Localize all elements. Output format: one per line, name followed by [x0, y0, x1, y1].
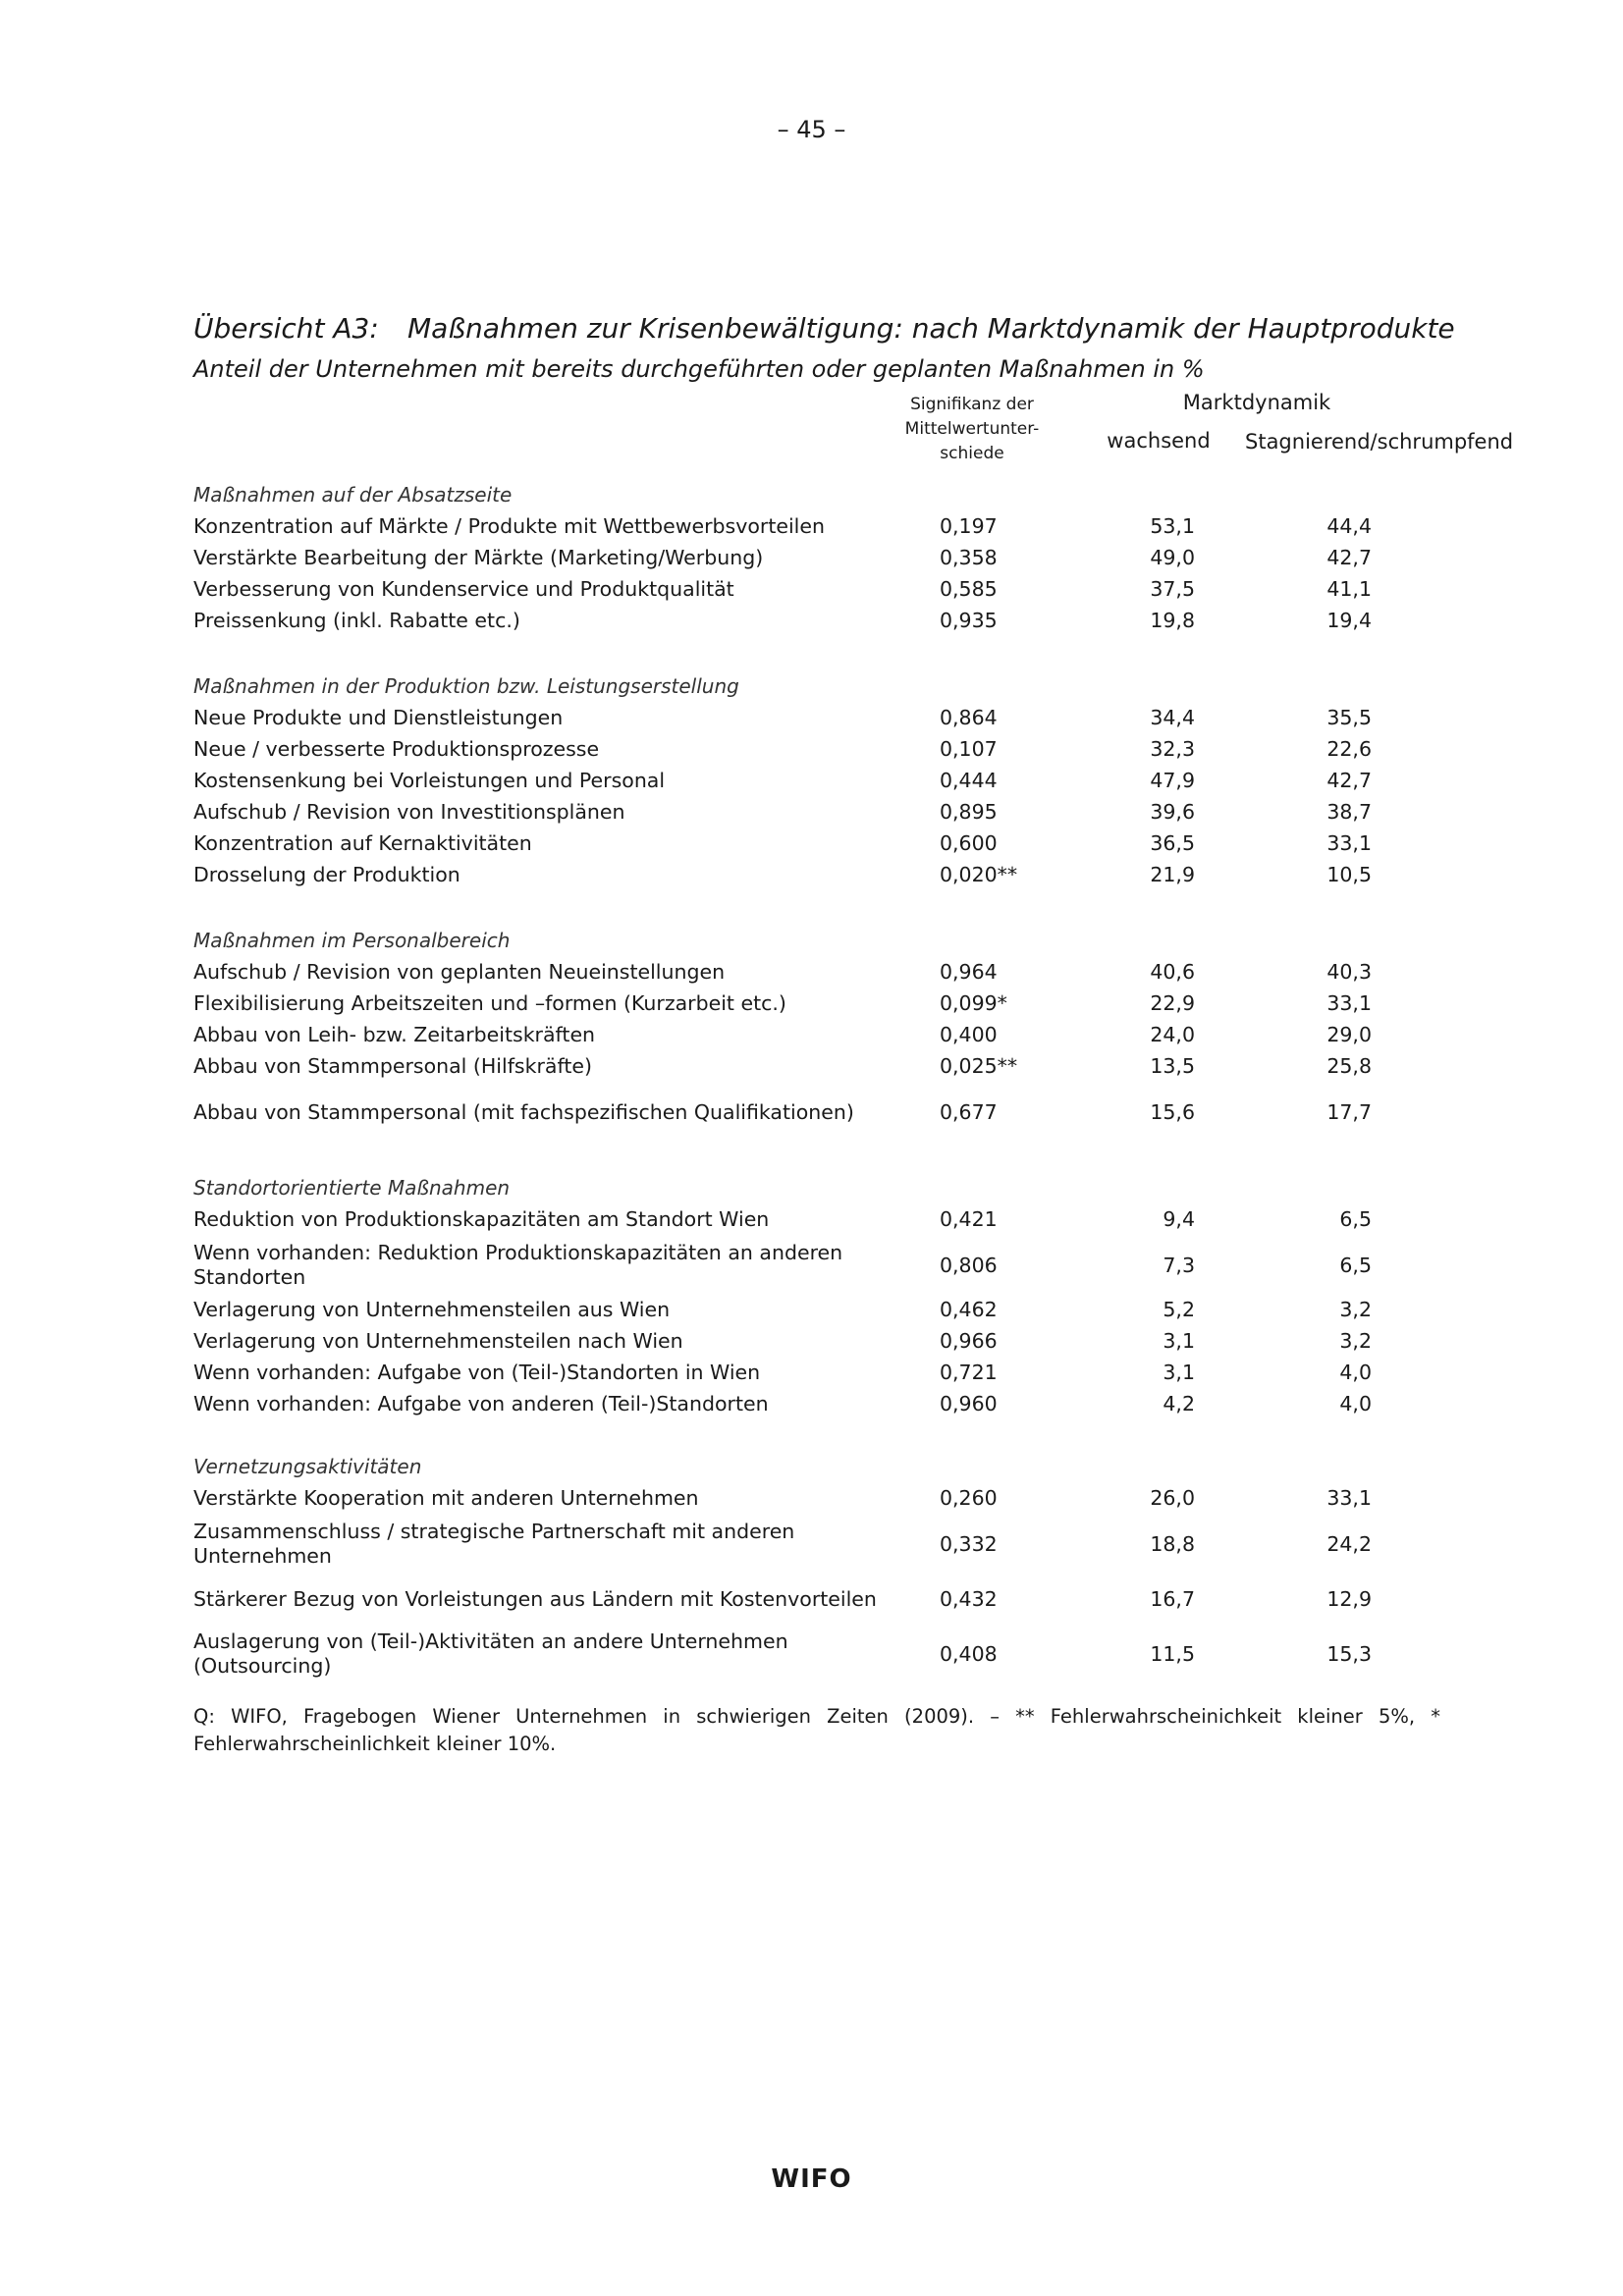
- row-label: Verlagerung von Unternehmensteilen aus Wien: [193, 1297, 671, 1321]
- growing-value: 16,7: [1150, 1587, 1195, 1611]
- significance-value: 0,332: [940, 1532, 998, 1556]
- stagnating-value: 42,7: [1326, 769, 1372, 792]
- significance-value: 0,935: [940, 609, 998, 632]
- table-title-text: Maßnahmen zur Krisenbewältigung: nach Marktdynamik der Hauptprodukte: [407, 312, 1455, 345]
- significance-value: 0,864: [940, 706, 998, 729]
- significance-value: 0,432: [940, 1587, 998, 1611]
- stagnating-value: 25,8: [1326, 1054, 1372, 1078]
- row-label: Konzentration auf Märkte / Produkte mit Wettbewerbsvorteilen: [193, 513, 825, 538]
- section-title: Maßnahmen in der Produktion bzw. Leistungserstellung: [193, 674, 739, 698]
- row-label: Verstärkte Bearbeitung der Märkte (Marketing/Werbung): [193, 545, 764, 569]
- row-label: Reduktion von Produktionskapazitäten am Standort Wien: [193, 1206, 770, 1231]
- row-label: Neue Produkte und Dienstleistungen: [193, 705, 564, 729]
- stagnating-value: 4,0: [1339, 1361, 1372, 1384]
- column-header-stagnating: Stagnierend/schrumpfend: [1245, 430, 1514, 454]
- stagnating-value: 6,5: [1339, 1207, 1372, 1231]
- growing-value: 34,4: [1150, 706, 1195, 729]
- row-label: Wenn vorhanden: Aufgabe von (Teil-)Standorten in Wien: [193, 1360, 761, 1384]
- row-label: Wenn vorhanden: Reduktion Produktionskapazitäten an anderen Standorten: [193, 1241, 843, 1289]
- table-row: [193, 1573, 1411, 1626]
- significance-value: 0,421: [940, 1207, 998, 1231]
- column-group-header: Marktdynamik: [1182, 391, 1331, 414]
- table-row: [193, 1388, 1411, 1419]
- significance-value: 0,358: [940, 546, 998, 569]
- row-label: Abbau von Stammpersonal (Hilfskräfte): [193, 1053, 592, 1078]
- significance-value: 0,099*: [940, 991, 1007, 1015]
- stagnating-value: 4,0: [1339, 1392, 1372, 1415]
- stagnating-value: 44,4: [1326, 514, 1372, 538]
- row-label: Konzentration auf Kernaktivitäten: [193, 830, 532, 855]
- table-title-label: Übersicht A3:: [193, 312, 379, 345]
- table-row: [193, 573, 1411, 605]
- stagnating-value: 3,2: [1339, 1298, 1372, 1321]
- table-row: [193, 988, 1411, 1019]
- growing-value: 40,6: [1150, 960, 1195, 984]
- table-row: [193, 510, 1411, 542]
- table-row: [193, 605, 1411, 636]
- table-row: [193, 1325, 1411, 1357]
- section-title: Standortorientierte Maßnahmen: [193, 1176, 511, 1200]
- column-header-growing: wachsend: [1107, 429, 1211, 453]
- stagnating-value: 17,7: [1326, 1100, 1372, 1124]
- stagnating-value: 40,3: [1326, 960, 1372, 984]
- stagnating-value: 35,5: [1326, 706, 1372, 729]
- stagnating-value: 22,6: [1326, 737, 1372, 761]
- row-label: Verstärkte Kooperation mit anderen Unternehmen: [193, 1485, 699, 1510]
- table-row: [193, 1294, 1411, 1325]
- row-label: Wenn vorhanden: Aufgabe von anderen (Teil-)Standorten: [193, 1391, 769, 1415]
- significance-value: 0,408: [940, 1642, 998, 1666]
- row-label: Verlagerung von Unternehmensteilen nach Wien: [193, 1328, 683, 1353]
- significance-value: 0,600: [940, 831, 998, 855]
- significance-value: 0,721: [940, 1361, 998, 1384]
- row-label: Abbau von Stammpersonal (mit fachspezifischen Qualifikationen): [193, 1099, 854, 1124]
- table-row: [193, 1518, 1411, 1571]
- significance-value: 0,260: [940, 1486, 998, 1510]
- growing-value: 22,9: [1150, 991, 1195, 1015]
- row-label: Zusammenschluss / strategische Partnerschaft mit anderen Unternehmen: [193, 1520, 795, 1568]
- growing-value: 32,3: [1150, 737, 1195, 761]
- column-header-significance: Signifikanz der Mittelwertunter-schiede: [904, 395, 1040, 463]
- stagnating-value: 15,3: [1326, 1642, 1372, 1666]
- row-label: Preissenkung (inkl. Rabatte etc.): [193, 608, 520, 632]
- table-row: [193, 542, 1411, 573]
- significance-value: 0,107: [940, 737, 998, 761]
- table-row: [193, 1357, 1411, 1388]
- table-row: [193, 765, 1411, 796]
- stagnating-value: 19,4: [1326, 609, 1372, 632]
- table-row: [193, 702, 1411, 733]
- significance-value: 0,197: [940, 514, 998, 538]
- stagnating-value: 33,1: [1326, 991, 1372, 1015]
- row-label: Stärkerer Bezug von Vorleistungen aus Ländern mit Kostenvorteilen: [193, 1586, 877, 1611]
- table-row: [193, 796, 1411, 828]
- stagnating-value: 33,1: [1326, 1486, 1372, 1510]
- significance-value: 0,025**: [940, 1054, 1018, 1078]
- stagnating-value: 10,5: [1326, 863, 1372, 886]
- table-row: [193, 1050, 1411, 1082]
- significance-value: 0,585: [940, 577, 998, 601]
- table-row: [193, 956, 1411, 988]
- section-title: Vernetzungsaktivitäten: [193, 1455, 422, 1478]
- growing-value: 18,8: [1150, 1532, 1195, 1556]
- growing-value: 19,8: [1150, 609, 1195, 632]
- stagnating-value: 38,7: [1326, 800, 1372, 824]
- growing-value: 13,5: [1150, 1054, 1195, 1078]
- growing-value: 49,0: [1150, 546, 1195, 569]
- row-label: Abbau von Leih- bzw. Zeitarbeitskräften: [193, 1022, 596, 1046]
- growing-value: 15,6: [1150, 1100, 1195, 1124]
- significance-value: 0,020**: [940, 863, 1018, 886]
- stagnating-value: 3,2: [1339, 1329, 1372, 1353]
- table-title: [193, 312, 1455, 345]
- table-row: [193, 1482, 1411, 1514]
- table-row: [193, 1086, 1411, 1139]
- significance-value: 0,960: [940, 1392, 998, 1415]
- table-row: [193, 828, 1411, 859]
- stagnating-value: 42,7: [1326, 546, 1372, 569]
- growing-value: 3,1: [1163, 1329, 1195, 1353]
- significance-value: 0,462: [940, 1298, 998, 1321]
- significance-value: 0,677: [940, 1100, 998, 1124]
- significance-value: 0,806: [940, 1254, 998, 1277]
- wifo-logo: WIFO: [771, 2164, 852, 2194]
- table-row: [193, 733, 1411, 765]
- growing-value: 9,4: [1163, 1207, 1195, 1231]
- significance-value: 0,964: [940, 960, 998, 984]
- growing-value: 24,0: [1150, 1023, 1195, 1046]
- growing-value: 3,1: [1163, 1361, 1195, 1384]
- growing-value: 39,6: [1150, 800, 1195, 824]
- section-title: Maßnahmen auf der Absatzseite: [193, 483, 513, 507]
- row-label: Aufschub / Revision von geplanten Neueinstellungen: [193, 959, 726, 984]
- growing-value: 4,2: [1163, 1392, 1195, 1415]
- row-label: Neue / verbesserte Produktionsprozesse: [193, 736, 600, 761]
- growing-value: 26,0: [1150, 1486, 1195, 1510]
- stagnating-value: 33,1: [1326, 831, 1372, 855]
- table-row: [193, 1019, 1411, 1050]
- significance-value: 0,400: [940, 1023, 998, 1046]
- section-title: Maßnahmen im Personalbereich: [193, 929, 511, 952]
- growing-value: 37,5: [1150, 577, 1195, 601]
- growing-value: 53,1: [1150, 514, 1195, 538]
- significance-value: 0,895: [940, 800, 998, 824]
- stagnating-value: 29,0: [1326, 1023, 1372, 1046]
- page-number: – 45 –: [777, 116, 846, 143]
- row-label: Flexibilisierung Arbeitszeiten und –formen (Kurzarbeit etc.): [193, 990, 786, 1015]
- significance-value: 0,966: [940, 1329, 998, 1353]
- table-row: [193, 1203, 1411, 1235]
- row-label: Kostensenkung bei Vorleistungen und Personal: [193, 768, 666, 792]
- stagnating-value: 6,5: [1339, 1254, 1372, 1277]
- growing-value: 7,3: [1163, 1254, 1195, 1277]
- stagnating-value: 24,2: [1326, 1532, 1372, 1556]
- growing-value: 5,2: [1163, 1298, 1195, 1321]
- growing-value: 47,9: [1150, 769, 1195, 792]
- table-row: [193, 1628, 1411, 1681]
- table-row: [193, 1239, 1411, 1292]
- source-footnote: Q: WIFO, Fragebogen Wiener Unternehmen in schwierigen Zeiten (2009). – ** Fehlerwahrscheinichkeit kleiner 5%, * Fehlerwahrscheinlichkeit kleiner 10%.: [193, 1705, 1440, 1755]
- row-label: Aufschub / Revision von Investitionsplänen: [193, 799, 625, 824]
- table-subtitle: Anteil der Unternehmen mit bereits durchgeführten oder geplanten Maßnahmen in %: [193, 355, 1205, 383]
- table-row: [193, 859, 1411, 890]
- growing-value: 36,5: [1150, 831, 1195, 855]
- growing-value: 11,5: [1150, 1642, 1195, 1666]
- growing-value: 21,9: [1150, 863, 1195, 886]
- row-label: Verbesserung von Kundenservice und Produktqualität: [193, 576, 734, 601]
- significance-value: 0,444: [940, 769, 998, 792]
- row-label: Drosselung der Produktion: [193, 862, 460, 886]
- stagnating-value: 12,9: [1326, 1587, 1372, 1611]
- row-label: Auslagerung von (Teil-)Aktivitäten an andere Unternehmen (Outsourcing): [193, 1629, 788, 1678]
- stagnating-value: 41,1: [1326, 577, 1372, 601]
